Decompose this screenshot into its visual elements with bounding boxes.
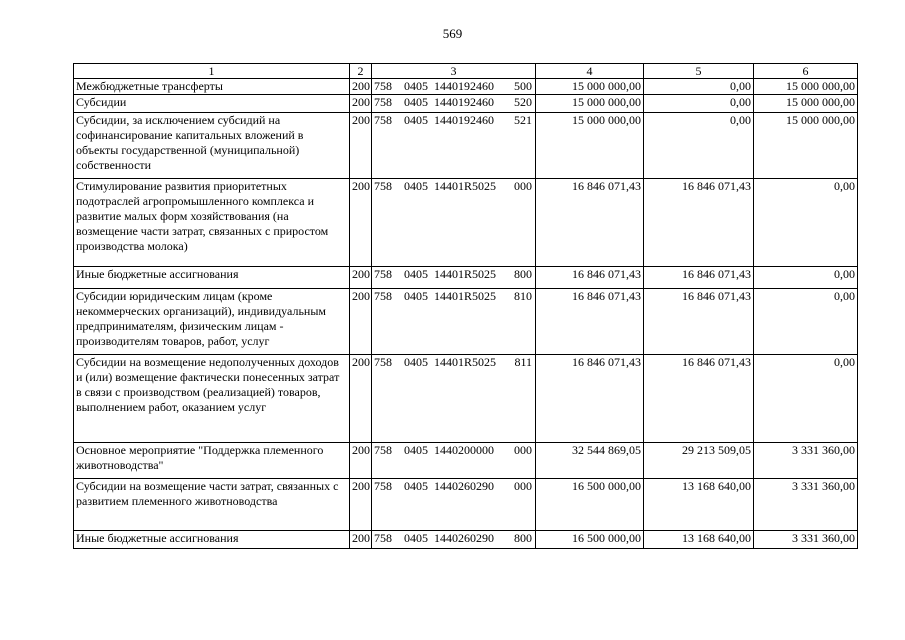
header-col-6: 6 xyxy=(754,64,858,79)
row-col-4: 16 846 071,43 xyxy=(536,179,644,267)
row-col-4: 15 000 000,00 xyxy=(536,79,644,95)
row-name: Субсидии xyxy=(74,95,350,113)
table-row xyxy=(74,95,858,113)
row-col-2: 200 xyxy=(350,355,372,443)
code-subsection: 0405 xyxy=(404,531,428,545)
row-budget-code xyxy=(372,179,536,267)
row-col-6: 3 331 360,00 xyxy=(754,479,858,531)
code-expense-type: 800 xyxy=(514,267,532,281)
code-section: 758 xyxy=(374,289,392,303)
code-subsection: 0405 xyxy=(404,443,428,457)
row-col-4: 16 500 000,00 xyxy=(536,479,644,531)
row-name: Субсидии на возмещение недополученных доходов и (или) возмещение фактически понесенных затрат в связи с производством (реализацией) товаров, выполнением работ, оказанием услуг xyxy=(74,355,350,443)
header-col-2: 2 xyxy=(350,64,372,79)
row-col-4: 15 000 000,00 xyxy=(536,113,644,179)
row-col-2: 200 xyxy=(350,267,372,289)
row-col-6: 15 000 000,00 xyxy=(754,79,858,95)
row-col-2: 200 xyxy=(350,95,372,113)
code-subsection: 0405 xyxy=(404,289,428,303)
code-section: 758 xyxy=(374,531,392,545)
table-row xyxy=(74,531,858,549)
row-col-4: 16 846 071,43 xyxy=(536,289,644,355)
row-col-5: 16 846 071,43 xyxy=(644,355,754,443)
code-subsection: 0405 xyxy=(404,179,428,193)
row-budget-code xyxy=(372,479,536,531)
row-col-5: 0,00 xyxy=(644,95,754,113)
code-target: 1440200000 xyxy=(434,443,494,457)
row-col-5: 13 168 640,00 xyxy=(644,479,754,531)
row-col-6: 0,00 xyxy=(754,267,858,289)
budget-table xyxy=(73,63,858,549)
row-name: Субсидии, за исключением субсидий на софинансирование капитальных вложений в объекты государственной (муниципальной) собственности xyxy=(74,113,350,179)
header-col-1: 1 xyxy=(74,64,350,79)
row-col-6: 0,00 xyxy=(754,289,858,355)
table-row xyxy=(74,179,858,267)
row-col-5: 13 168 640,00 xyxy=(644,531,754,549)
code-expense-type: 000 xyxy=(514,443,532,457)
row-col-2: 200 xyxy=(350,531,372,549)
row-budget-code xyxy=(372,355,536,443)
table-row xyxy=(74,443,858,479)
row-col-5: 16 846 071,43 xyxy=(644,267,754,289)
row-col-6: 3 331 360,00 xyxy=(754,443,858,479)
row-col-5: 0,00 xyxy=(644,113,754,179)
row-col-5: 16 846 071,43 xyxy=(644,179,754,267)
code-expense-type: 500 xyxy=(514,79,532,93)
table-row xyxy=(74,79,858,95)
row-name: Основное мероприятие "Поддержка племенного животноводства" xyxy=(74,443,350,479)
page-number: 569 xyxy=(442,26,463,41)
code-section: 758 xyxy=(374,113,392,127)
code-target: 14401R5025 xyxy=(434,289,497,303)
row-col-6: 0,00 xyxy=(754,355,858,443)
header-col-3: 3 xyxy=(372,64,536,79)
row-budget-code xyxy=(372,443,536,479)
row-col-2: 200 xyxy=(350,479,372,531)
code-expense-type: 800 xyxy=(514,531,532,545)
header-col-4: 4 xyxy=(536,64,644,79)
row-col-6: 0,00 xyxy=(754,179,858,267)
code-section: 758 xyxy=(374,79,392,93)
row-col-5: 29 213 509,05 xyxy=(644,443,754,479)
row-col-4: 16 500 000,00 xyxy=(536,531,644,549)
row-col-5: 0,00 xyxy=(644,79,754,95)
header-col-5: 5 xyxy=(644,64,754,79)
code-target: 1440192460 xyxy=(434,95,494,109)
code-target: 1440260290 xyxy=(434,531,494,545)
code-target: 14401R5025 xyxy=(434,179,497,193)
row-col-4: 16 846 071,43 xyxy=(536,355,644,443)
row-name: Субсидии юридическим лицам (кроме некоммерческих организаций), индивидуальным предпринимателям, физическим лицам - производителям товаров, работ, услуг xyxy=(74,289,350,355)
code-subsection: 0405 xyxy=(404,355,428,369)
row-name: Стимулирование развития приоритетных подотраслей агропромышленного комплекса и развитие малых форм хозяйствования (на возмещение части затрат, связанных с приростом производства молока) xyxy=(74,179,350,267)
row-name: Иные бюджетные ассигнования xyxy=(74,531,350,549)
code-expense-type: 521 xyxy=(514,113,532,127)
code-target: 14401R5025 xyxy=(434,267,497,281)
row-col-6: 15 000 000,00 xyxy=(754,113,858,179)
code-section: 758 xyxy=(374,95,392,109)
code-expense-type: 000 xyxy=(514,179,532,193)
table-row xyxy=(74,267,858,289)
code-target: 1440192460 xyxy=(434,113,494,127)
table-row xyxy=(74,289,858,355)
row-budget-code xyxy=(372,79,536,95)
row-name: Субсидии на возмещение части затрат, связанных с развитием племенного животноводства xyxy=(74,479,350,531)
code-expense-type: 810 xyxy=(514,289,532,303)
row-col-2: 200 xyxy=(350,79,372,95)
row-name: Иные бюджетные ассигнования xyxy=(74,267,350,289)
code-section: 758 xyxy=(374,179,392,193)
row-budget-code xyxy=(372,113,536,179)
code-subsection: 0405 xyxy=(404,113,428,127)
table-row xyxy=(74,479,858,531)
code-subsection: 0405 xyxy=(404,267,428,281)
row-col-4: 15 000 000,00 xyxy=(536,95,644,113)
code-subsection: 0405 xyxy=(404,479,428,493)
code-target: 1440192460 xyxy=(434,79,494,93)
row-budget-code xyxy=(372,267,536,289)
code-subsection: 0405 xyxy=(404,95,428,109)
row-col-2: 200 xyxy=(350,179,372,267)
row-col-4: 32 544 869,05 xyxy=(536,443,644,479)
code-target: 1440260290 xyxy=(434,479,494,493)
header-row xyxy=(74,64,858,79)
row-budget-code xyxy=(372,531,536,549)
code-subsection: 0405 xyxy=(404,79,428,93)
table-row xyxy=(74,113,858,179)
row-col-2: 200 xyxy=(350,289,372,355)
code-expense-type: 520 xyxy=(514,95,532,109)
row-col-4: 16 846 071,43 xyxy=(536,267,644,289)
table-body xyxy=(74,79,858,549)
row-col-6: 15 000 000,00 xyxy=(754,95,858,113)
row-budget-code xyxy=(372,95,536,113)
row-col-5: 16 846 071,43 xyxy=(644,289,754,355)
code-section: 758 xyxy=(374,267,392,281)
code-expense-type: 811 xyxy=(514,355,532,369)
row-col-2: 200 xyxy=(350,443,372,479)
code-section: 758 xyxy=(374,479,392,493)
code-section: 758 xyxy=(374,355,392,369)
code-target: 14401R5025 xyxy=(434,355,497,369)
row-col-2: 200 xyxy=(350,113,372,179)
row-col-6: 3 331 360,00 xyxy=(754,531,858,549)
table-row xyxy=(74,355,858,443)
row-name: Межбюджетные трансферты xyxy=(74,79,350,95)
code-section: 758 xyxy=(374,443,392,457)
code-expense-type: 000 xyxy=(514,479,532,493)
row-budget-code xyxy=(372,289,536,355)
